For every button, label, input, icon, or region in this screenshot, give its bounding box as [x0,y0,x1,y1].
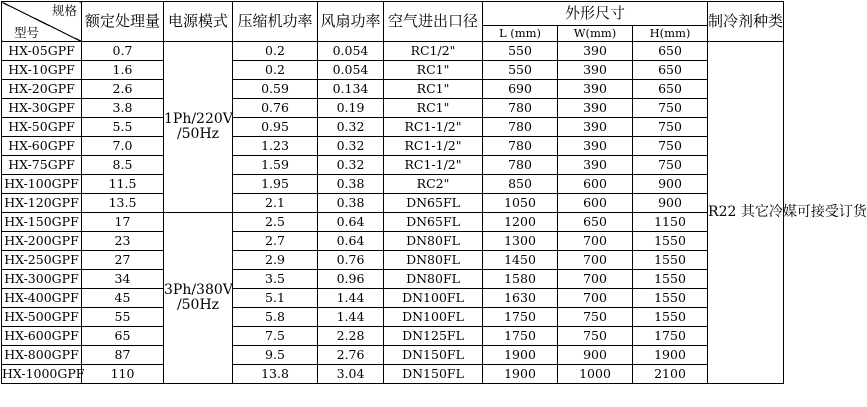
height-cell: 1750 [633,327,708,346]
power-mode-header: 电源模式 [164,2,233,42]
table-row [2,251,784,270]
power-mode-single-phase: 1Ph/220V /50Hz [164,42,233,213]
model-cell: HX-10GPF [2,61,82,80]
height-cell: 650 [633,42,708,61]
fan-power-cell: 0.32 [318,118,384,137]
width-cell: 600 [558,175,633,194]
capacity-cell: 23 [82,232,164,251]
width-cell: 390 [558,99,633,118]
refrigerant-header: 制冷剂种类 [708,2,784,42]
compressor-power-cell: 1.59 [233,156,318,175]
port-size-cell: RC1" [384,80,483,99]
port-size-cell: DN65FL [384,194,483,213]
model-cell: HX-120GPF [2,194,82,213]
length-cell: 550 [483,61,558,80]
width-cell: 390 [558,137,633,156]
table-row [2,156,784,175]
length-cell: 780 [483,118,558,137]
port-size-cell: DN80FL [384,270,483,289]
compressor-power-cell: 2.1 [233,194,318,213]
compressor-power-cell: 7.5 [233,327,318,346]
height-cell: 1550 [633,232,708,251]
height-cell: 1150 [633,213,708,232]
compressor-power-cell: 1.95 [233,175,318,194]
table-row [2,346,784,365]
height-cell: 650 [633,61,708,80]
fan-header: 风扇功率 [318,2,384,42]
compressor-power-cell: 0.2 [233,42,318,61]
dim-h-header: H(mm) [633,26,708,42]
width-cell: 700 [558,270,633,289]
model-cell: HX-800GPF [2,346,82,365]
power-mode-three-phase: 3Ph/380V /50Hz [164,213,233,384]
table-row [2,42,784,61]
model-cell: HX-100GPF [2,175,82,194]
height-cell: 1550 [633,270,708,289]
model-cell: HX-30GPF [2,99,82,118]
model-cell: HX-05GPF [2,42,82,61]
capacity-cell: 8.5 [82,156,164,175]
capacity-cell: 5.5 [82,118,164,137]
dim-w-header: W(mm) [558,26,633,42]
fan-power-cell: 1.44 [318,308,384,327]
length-cell: 1750 [483,327,558,346]
capacity-cell: 0.7 [82,42,164,61]
model-header-bottom: 型号 [14,25,40,41]
capacity-header: 额定处理量 [82,2,164,42]
width-cell: 390 [558,156,633,175]
fan-power-cell: 0.32 [318,137,384,156]
capacity-cell: 17 [82,213,164,232]
table-row [2,99,784,118]
fan-power-cell: 0.76 [318,251,384,270]
table-row [2,232,784,251]
length-cell: 1050 [483,194,558,213]
compressor-power-cell: 9.5 [233,346,318,365]
length-cell: 1900 [483,365,558,384]
port-size-cell: RC1-1/2" [384,137,483,156]
model-cell: HX-600GPF [2,327,82,346]
height-cell: 2100 [633,365,708,384]
height-cell: 750 [633,137,708,156]
table-row [2,175,784,194]
width-cell: 390 [558,61,633,80]
port-size-cell: DN65FL [384,213,483,232]
length-cell: 780 [483,99,558,118]
table-row [2,194,784,213]
port-size-cell: DN125FL [384,327,483,346]
fan-power-cell: 0.96 [318,270,384,289]
length-cell: 850 [483,175,558,194]
fan-power-cell: 0.38 [318,194,384,213]
port-size-cell: RC1-1/2" [384,156,483,175]
model-cell: HX-75GPF [2,156,82,175]
table-row [2,137,784,156]
capacity-cell: 11.5 [82,175,164,194]
length-cell: 550 [483,42,558,61]
fan-power-cell: 1.44 [318,289,384,308]
fan-power-cell: 0.64 [318,232,384,251]
fan-power-cell: 0.32 [318,156,384,175]
port-size-cell: DN80FL [384,232,483,251]
height-cell: 650 [633,80,708,99]
table-row [2,61,784,80]
length-cell: 1450 [483,251,558,270]
port-size-cell: RC1-1/2" [384,118,483,137]
fan-power-cell: 0.054 [318,42,384,61]
width-cell: 900 [558,346,633,365]
compressor-power-cell: 0.2 [233,61,318,80]
capacity-cell: 1.6 [82,61,164,80]
port-size-cell: RC1/2" [384,42,483,61]
capacity-cell: 45 [82,289,164,308]
width-cell: 750 [558,308,633,327]
table-row [2,289,784,308]
port-size-cell: RC1" [384,61,483,80]
width-cell: 390 [558,118,633,137]
width-cell: 700 [558,251,633,270]
model-cell: HX-50GPF [2,118,82,137]
length-cell: 1630 [483,289,558,308]
width-cell: 750 [558,327,633,346]
table-row [2,327,784,346]
model-header-cell [2,2,82,42]
port-size-cell: RC1" [384,99,483,118]
fan-power-cell: 0.19 [318,99,384,118]
port-header: 空气进出口径 [384,2,483,42]
compressor-power-cell: 3.5 [233,270,318,289]
model-cell: HX-20GPF [2,80,82,99]
compressor-power-cell: 2.7 [233,232,318,251]
height-cell: 750 [633,156,708,175]
table-row [2,270,784,289]
compressor-power-cell: 0.76 [233,99,318,118]
capacity-cell: 55 [82,308,164,327]
capacity-cell: 2.6 [82,80,164,99]
length-cell: 780 [483,156,558,175]
capacity-cell: 65 [82,327,164,346]
port-size-cell: DN80FL [384,251,483,270]
port-size-cell: DN150FL [384,346,483,365]
port-size-cell: DN100FL [384,289,483,308]
capacity-cell: 34 [82,270,164,289]
capacity-cell: 3.8 [82,99,164,118]
width-cell: 600 [558,194,633,213]
fan-power-cell: 2.28 [318,327,384,346]
refrigerant-note: R22 其它冷媒可接受订货 [708,42,784,384]
length-cell: 1300 [483,232,558,251]
compressor-header: 压缩机功率 [233,2,318,42]
compressor-power-cell: 2.9 [233,251,318,270]
dimensions-header: 外形尺寸 [483,2,708,26]
height-cell: 900 [633,175,708,194]
compressor-power-cell: 5.8 [233,308,318,327]
width-cell: 1000 [558,365,633,384]
compressor-power-cell: 13.8 [233,365,318,384]
capacity-cell: 87 [82,346,164,365]
height-cell: 1900 [633,346,708,365]
table-row [2,80,784,99]
model-cell: HX-500GPF [2,308,82,327]
fan-power-cell: 2.76 [318,346,384,365]
spec-table-body [2,2,867,384]
model-cell: HX-300GPF [2,270,82,289]
dim-l-header: L (mm) [483,26,558,42]
fan-power-cell: 3.04 [318,365,384,384]
capacity-cell: 27 [82,251,164,270]
capacity-cell: 7.0 [82,137,164,156]
port-size-cell: DN100FL [384,308,483,327]
table-row [2,118,784,137]
length-cell: 1580 [483,270,558,289]
compressor-power-cell: 1.23 [233,137,318,156]
port-size-cell: RC2" [384,175,483,194]
length-cell: 1750 [483,308,558,327]
fan-power-cell: 0.134 [318,80,384,99]
length-cell: 1900 [483,346,558,365]
compressor-power-cell: 2.5 [233,213,318,232]
width-cell: 390 [558,80,633,99]
height-cell: 750 [633,118,708,137]
capacity-cell: 13.5 [82,194,164,213]
table-row [2,308,784,327]
model-cell: HX-60GPF [2,137,82,156]
table-row [2,365,784,384]
model-cell: HX-200GPF [2,232,82,251]
width-cell: 650 [558,213,633,232]
width-cell: 700 [558,232,633,251]
model-cell: HX-250GPF [2,251,82,270]
model-cell: HX-400GPF [2,289,82,308]
length-cell: 690 [483,80,558,99]
capacity-cell: 110 [82,365,164,384]
model-header-top: 规格 [51,3,77,18]
fan-power-cell: 0.64 [318,213,384,232]
fan-power-cell: 0.054 [318,61,384,80]
height-cell: 1550 [633,251,708,270]
width-cell: 700 [558,289,633,308]
compressor-power-cell: 0.59 [233,80,318,99]
length-cell: 780 [483,137,558,156]
header-row-1 [2,2,784,26]
height-cell: 1550 [633,289,708,308]
model-cell: HX-1000GPF [2,365,82,384]
compressor-power-cell: 0.95 [233,118,318,137]
height-cell: 1550 [633,308,708,327]
compressor-power-cell: 5.1 [233,289,318,308]
model-cell: HX-150GPF [2,213,82,232]
fan-power-cell: 0.38 [318,175,384,194]
table-row [2,213,784,232]
spec-table [1,1,867,384]
port-size-cell: DN150FL [384,365,483,384]
height-cell: 900 [633,194,708,213]
length-cell: 1200 [483,213,558,232]
width-cell: 390 [558,42,633,61]
height-cell: 750 [633,99,708,118]
